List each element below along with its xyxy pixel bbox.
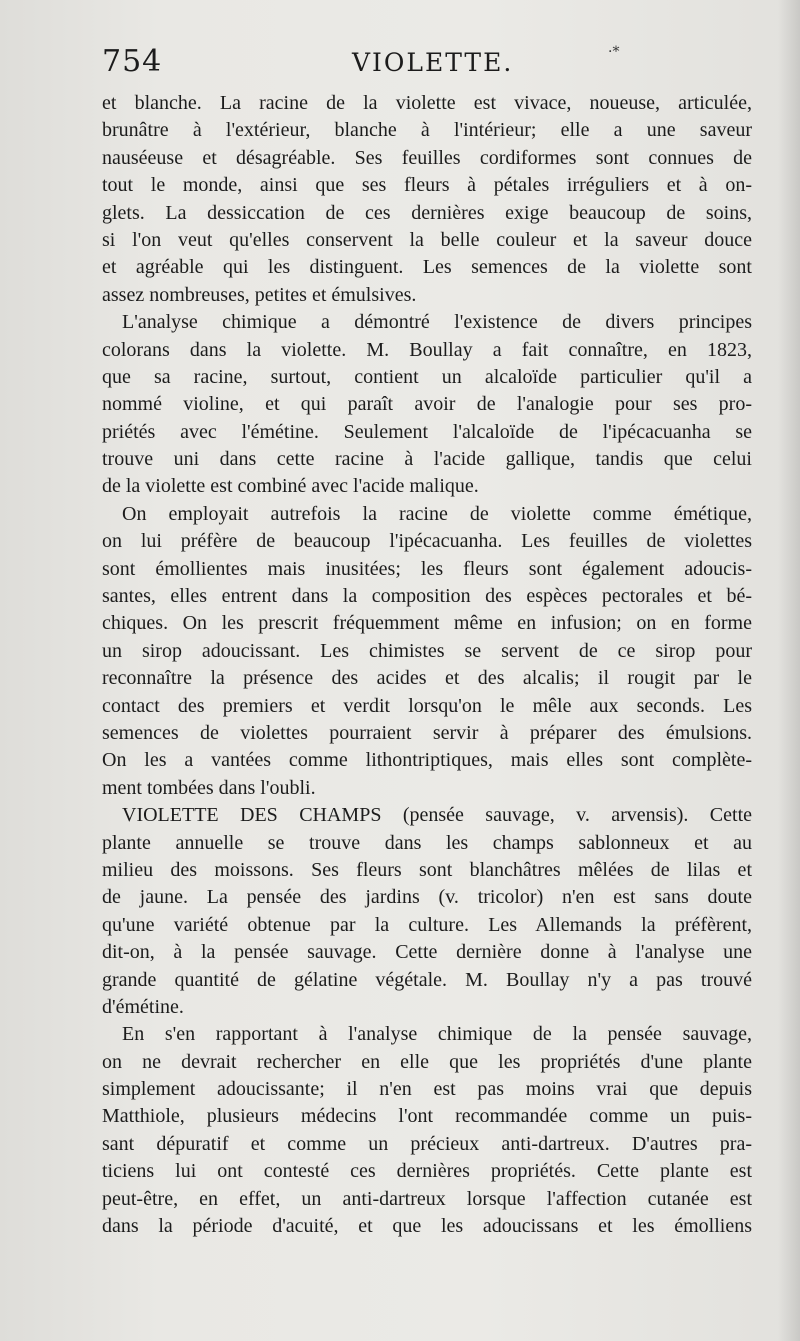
text-line: assez nombreuses, petites et émulsives. — [102, 283, 417, 306]
text-line: Matthiole, plusieurs médecins l'ont recommandée comme un puis- — [102, 1105, 752, 1128]
text-line: dans la période d'acuité, et que les adoucissans et les émolliens — [102, 1215, 752, 1238]
text-line: d'émétine. — [102, 995, 184, 1018]
page-number: 754 — [102, 44, 163, 79]
paragraph-start-line: On employait autrefois la racine de violette comme émétique, — [122, 502, 752, 525]
text-line: reconnaître la présence des acides et des alcalis; il rougit par le — [102, 667, 752, 690]
text-line: nauséeuse et désagréable. Ses feuilles cordiformes sont connues de — [102, 146, 752, 169]
paragraph-start-line: L'analyse chimique a démontré l'existence de divers principes — [122, 311, 752, 334]
text-line: de jaune. La pensée des jardins (v. tricolor) n'en est sans doute — [102, 886, 752, 909]
text-line: ticiens lui ont contesté ces dernières propriétés. Cette plante est — [102, 1160, 752, 1183]
text-line: on lui préfère de beaucoup l'ipécacuanha. Les feuilles de violettes — [102, 530, 752, 553]
printer-mark: ·* — [608, 44, 620, 60]
text-line: et agréable qui les distinguent. Les semences de la violette sont — [102, 256, 752, 279]
text-line: ment tombées dans l'oubli. — [102, 776, 316, 799]
text-line: nommé violine, et qui paraît avoir de l'analogie pour ses pro- — [102, 393, 752, 416]
text-line: sont émollientes mais inusitées; les fleurs sont également adoucis- — [102, 557, 752, 580]
paragraph-start-line: VIOLETTE DES CHAMPS (pensée sauvage, v. arvensis). Cette — [122, 804, 752, 827]
text-line: que sa racine, surtout, contient un alcaloïde particulier qu'il a — [102, 365, 752, 388]
text-line: qu'une variété obtenue par la culture. Les Allemands la préfèrent, — [102, 913, 752, 936]
text-line: priétés avec l'émétine. Seulement l'alcaloïde de l'ipécacuanha se — [102, 420, 752, 443]
text-line: sant dépuratif et comme un précieux anti-dartreux. D'autres pra- — [102, 1132, 752, 1155]
text-line: brunâtre à l'extérieur, blanche à l'intérieur; elle a une saveur — [102, 119, 752, 142]
text-line: glets. La dessiccation de ces dernières exige beaucoup de soins, — [102, 201, 752, 224]
text-line: colorans dans la violette. M. Boullay a fait connaître, en 1823, — [102, 338, 752, 361]
text-line: on ne devrait rechercher en elle que les propriétés d'une plante — [102, 1050, 752, 1073]
text-line: contact des premiers et verdit lorsqu'on le mêle aux seconds. Les — [102, 694, 752, 717]
text-line: de la violette est combiné avec l'acide malique. — [102, 475, 479, 498]
page-edge-shadow — [778, 0, 800, 1341]
running-title: VIOLETTE. — [352, 48, 514, 77]
text-line: milieu des moissons. Ses fleurs sont blanchâtres mêlées de lilas et — [102, 858, 752, 881]
text-line: semences de violettes pourraient servir à préparer des émulsions. — [102, 721, 752, 744]
body-text — [102, 90, 752, 1240]
text-line: santes, elles entrent dans la composition des espèces pectorales et bé- — [102, 585, 752, 608]
text-line: trouve uni dans cette racine à l'acide gallique, tandis que celui — [102, 448, 752, 471]
text-line: chiques. On les prescrit fréquemment même en infusion; on en forme — [102, 612, 752, 635]
text-line: dit-on, à la pensée sauvage. Cette dernière donne à l'analyse une — [102, 941, 752, 964]
text-line: simplement adoucissante; il n'en est pas moins vrai que depuis — [102, 1078, 752, 1101]
text-line: un sirop adoucissant. Les chimistes se servent de ce sirop pour — [102, 639, 752, 662]
page-header — [102, 44, 752, 88]
text-line: si l'on veut qu'elles conservent la belle couleur et la saveur douce — [102, 228, 752, 251]
text-line: tout le monde, ainsi que ses fleurs à pétales irréguliers et à on- — [102, 174, 752, 197]
text-line: On les a vantées comme lithontriptiques, mais elles sont complète- — [102, 749, 752, 772]
text-line: et blanche. La racine de la violette est vivace, noueuse, articulée, — [102, 92, 752, 114]
text-line: grande quantité de gélatine végétale. M. Boullay n'y a pas trouvé — [102, 968, 752, 991]
paragraph-start-line: En s'en rapportant à l'analyse chimique de la pensée sauvage, — [122, 1023, 752, 1046]
text-line: peut-être, en effet, un anti-dartreux lorsque l'affection cutanée est — [102, 1187, 752, 1210]
text-line: plante annuelle se trouve dans les champs sablonneux et au — [102, 831, 752, 854]
